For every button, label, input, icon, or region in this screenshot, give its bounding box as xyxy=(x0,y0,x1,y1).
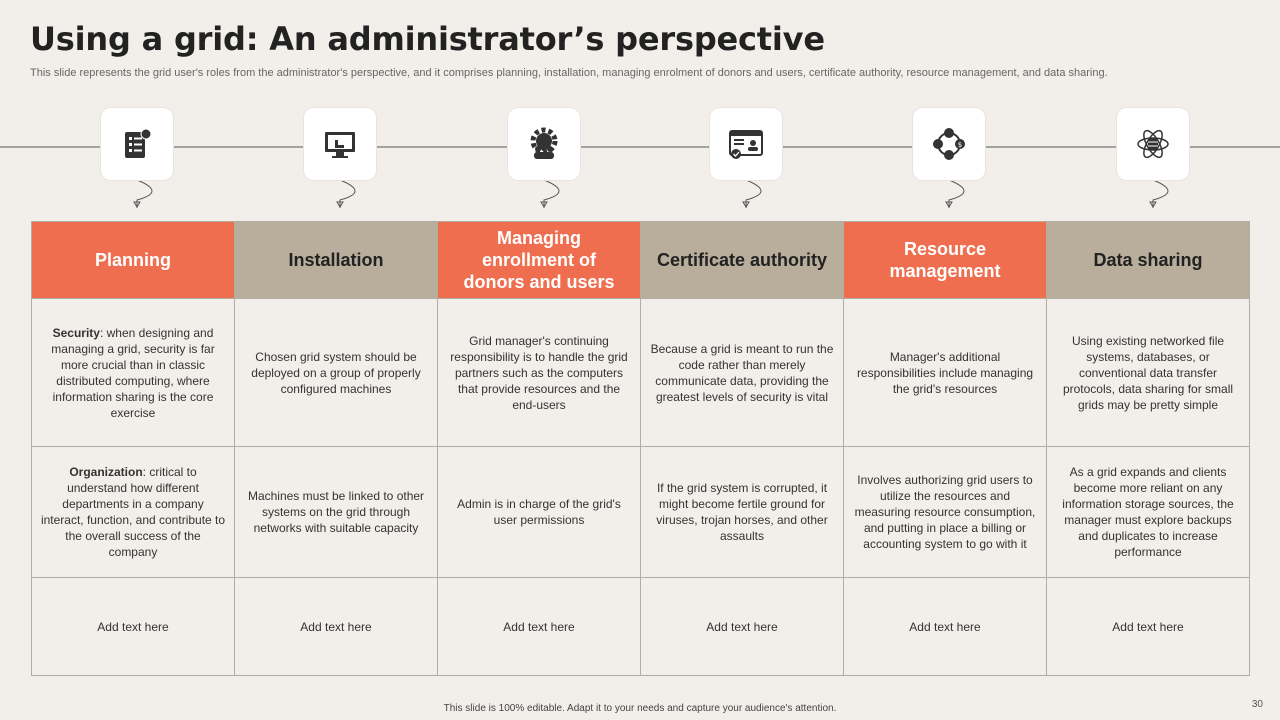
network-people-icon xyxy=(913,108,985,180)
placeholder-cell[interactable]: Add text here xyxy=(438,578,641,676)
table-cell xyxy=(32,299,235,447)
atom-database-icon xyxy=(1117,108,1189,180)
svg-text:$: $ xyxy=(957,141,963,149)
header-data-sharing: Data sharing xyxy=(1047,222,1250,299)
table-cell xyxy=(32,447,235,578)
checklist-icon xyxy=(101,108,173,180)
header-managing-enrollment: Managing enrollment of donors and users xyxy=(438,222,641,299)
cell-lead: Security xyxy=(52,325,100,340)
table-header-row xyxy=(32,222,1250,299)
slide-subtitle: This slide represents the grid user's roles from the administrator's perspective, and it comprises planning, installation, managing enrolment of donors and users, certificate authority, resource management, and data sharing. xyxy=(30,67,1108,79)
table-cell: Involves authorizing grid users to utilize the resources and measuring resource consumption, and putting in place a billing or accounting system to go with it xyxy=(844,447,1047,578)
header-certificate-authority: Certificate authority xyxy=(641,222,844,299)
icon-timeline xyxy=(0,100,1280,215)
table-cell: If the grid system is corrupted, it might become fertile ground for viruses, trojan horses, and other assaults xyxy=(641,447,844,578)
placeholder-cell[interactable]: Add text here xyxy=(32,578,235,676)
cell-lead: Organization xyxy=(69,465,143,479)
table-cell: Using existing networked file systems, databases, or conventional data transfer protocols, data sharing for small grids may be pretty simple xyxy=(1047,299,1250,447)
table-cell: Machines must be linked to other systems on the grid through networks with suitable capacity xyxy=(235,447,438,578)
table-row xyxy=(32,578,1250,676)
footer-note: This slide is 100% editable. Adapt it to your needs and capture your audience's attention. xyxy=(443,703,837,714)
cell-text: : critical to understand how different departments in a company interact, function, and contribute to the overall success of the company xyxy=(40,465,226,559)
table-cell: Manager's additional responsibilities include managing the grid's resources xyxy=(844,299,1047,447)
table-cell: As a grid expands and clients become more reliant on any information storage sources, the manager must explore backups and duplicates to increase performance xyxy=(1047,447,1250,578)
table-cell: Chosen grid system should be deployed on a group of properly configured machines xyxy=(235,299,438,447)
table-cell: Because a grid is meant to run the code rather than merely communicate data, providing the greatest levels of security is vital xyxy=(641,299,844,447)
monitor-hand-icon xyxy=(304,108,376,180)
header-installation: Installation xyxy=(235,222,438,299)
placeholder-cell[interactable]: Add text here xyxy=(844,578,1047,676)
gear-people-icon xyxy=(508,108,580,180)
header-resource-management: Resource management xyxy=(844,222,1047,299)
table-cell: Grid manager's continuing responsibility is to handle the grid partners such as the computers that provide resources and the end-users xyxy=(438,299,641,447)
placeholder-cell[interactable]: Add text here xyxy=(1047,578,1250,676)
placeholder-cell[interactable]: Add text here xyxy=(235,578,438,676)
slide-title: Using a grid: An administrator’s perspective xyxy=(30,20,825,58)
timeline-line xyxy=(0,100,1280,215)
table-cell: Admin is in charge of the grid's user permissions xyxy=(438,447,641,578)
table-row xyxy=(32,299,1250,447)
placeholder-cell[interactable]: Add text here xyxy=(641,578,844,676)
roles-table xyxy=(31,221,1250,676)
table-row xyxy=(32,447,1250,578)
cell-text: : when designing and managing a grid, security is far more crucial than in classic distributed computing, where information sharing is the core exercise xyxy=(51,325,215,420)
page-number: 30 xyxy=(1251,699,1263,710)
browser-user-icon xyxy=(710,108,782,180)
header-planning: Planning xyxy=(32,222,235,299)
